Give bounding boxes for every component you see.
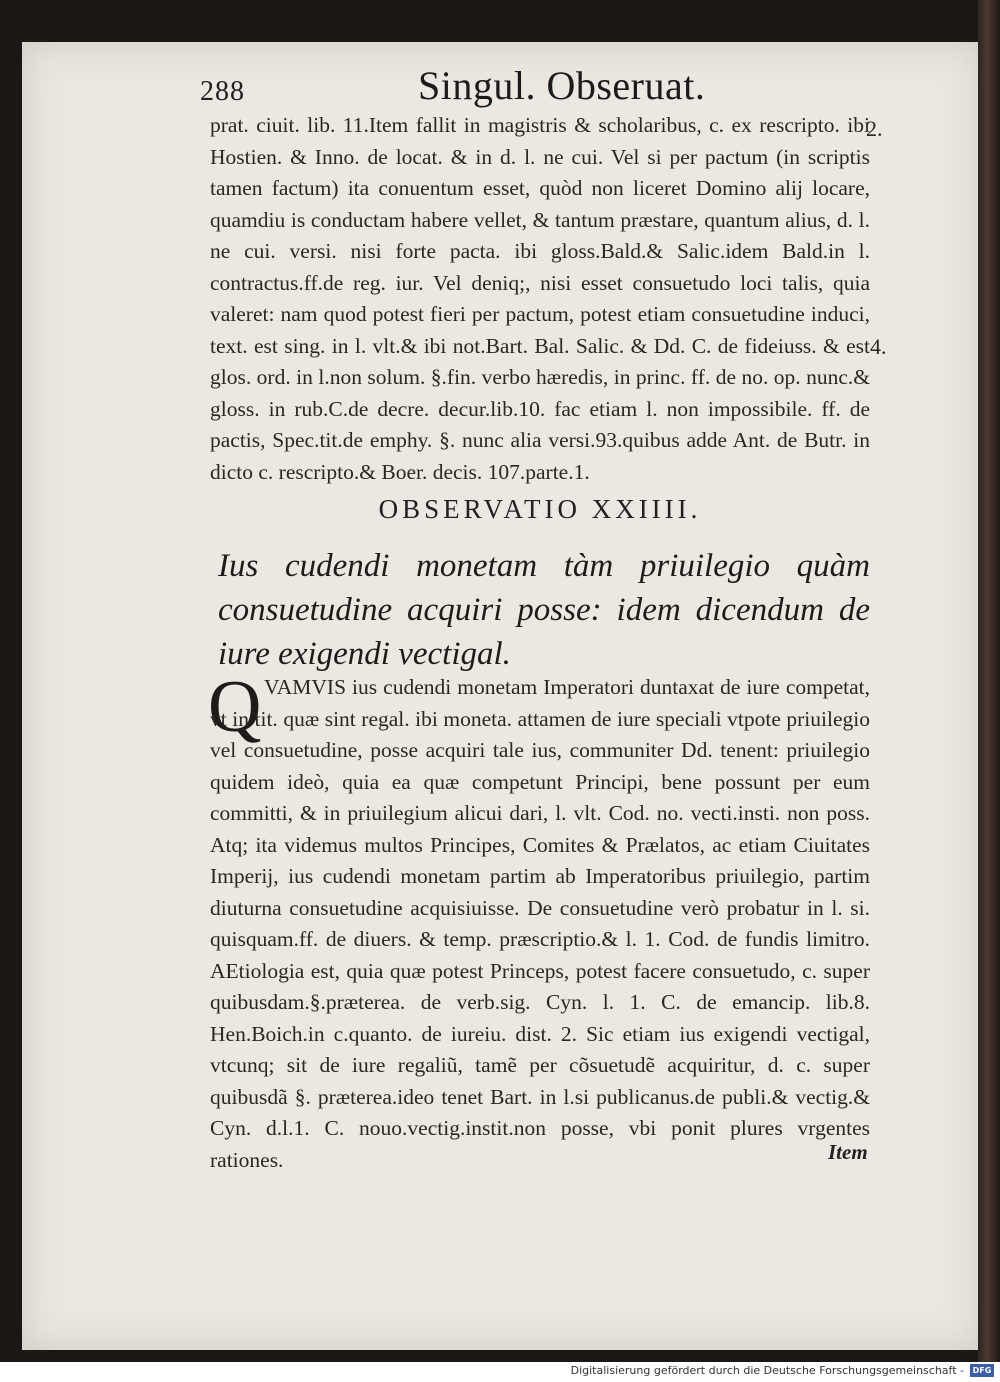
page-number: 288 (200, 76, 245, 107)
running-title: Singul. Obseruat. (418, 63, 706, 108)
paragraph-2-content: VAMVIS ius cudendi monetam Imperatori duntaxat de iure competat, vt in tit. quæ sint regal. ibi moneta. attamen de iure speciali vtpote priuilegio vel consuetudine, posse acquiri tale ius, communiter Dd. tenent: priuilegio quidem ideò, quia ea quæ competunt Principi, bene possunt per eum committi, & in priuilegium alicui dari, l. vlt. Cod. no. vecti.insti. non poss. Atq; ita videmus multos Principes, Comites & Prælatos, ac etiam Ciuitates Imperij, ius cudendi monetam partim ab Imperatoribus priuilegio, partim diuturna consuetudine acquisiuisse. De consuetudine verò probatur in l. si. quisquam.ff. de diuers. & temp. præscriptio.& l. 1. Cod. de fundis limitro. AEtiologia est, quia quæ potest Princeps, potest facere consuetudo, c. super quibusdam.§.præterea. de verb.sig. Cyn. l. 1. C. de emancip. lib.8. Hen.Boich.in c.quanto. de iureiu. dist. 2. Sic etiam ius exigendi vectigal, vtcunq; sit de iure regaliũ, tamẽ per cõsuetudẽ acquiritur, d. c. super quibusdã §. præterea.ideo tenet Bart. in l.si publicanus.de publi.& vectig.& Cyn. d.l.1. C. nouo.vectig.instit.non posse, vbi ponit plures vrgentes rationes. (210, 675, 870, 1172)
page-header (200, 62, 900, 112)
book-edge (978, 0, 1000, 1362)
margin-note-2: 2. (866, 116, 883, 141)
footer-credit: Digitalisierung gefördert durch die Deutsche Forschungsgemeinschaft - (570, 1364, 964, 1377)
margin-note-4: 4. (870, 334, 887, 359)
paragraph-continuation (210, 110, 870, 488)
observation-heading: OBSERVATIO XXIIII. (378, 494, 702, 524)
dfg-logo-icon: DFG (970, 1364, 994, 1377)
drop-cap: Q (208, 666, 262, 748)
observation-summary: Ius cudendi monetam tàm priuilegio quàm consuetudine acquiri posse: idem dicendum de iure exigendi vectigal. (218, 548, 870, 672)
paragraph-2-text (208, 666, 870, 1176)
catch-word: Item (828, 1140, 868, 1164)
paragraph-1-text: prat. ciuit. lib. 11.Item fallit in magistris & scholaribus, c. ex rescripto. ibi Hostien. & Inno. de locat. & in d. l. ne cui. Vel si per pactum (in scriptis tamen factum) ita conuentum esset, quòd non liceret Domino alij locare, quamdiu is conductam habere vellet, & tantum præstare, quantum alius, d. l. ne cui. versi. nisi forte pacta. ibi gloss.Bald.& Salic.idem Bald.in l. contractus.ff.de reg. iur. Vel deniq;, nisi esset consuetudo loci talis, quia valeret: nam quod potest fieri per pactum, potest etiam consuetudine induci, text. est sing. in l. vlt.& ibi not.Bart. Bal. Salic. & Dd. C. de fideiuss. & est glos. ord. in l.non solum. §.fin. verbo hæredis, in princ. ff. de no. op. nunc.& gloss. in rub.C.de decre. decur.lib.10. fac etiam l. non impossibile. ff. de pactis, Spec.tit.de emphy. §. nunc alia versi.93.quibus adde Ant. de Butr. in dicto c. rescripto.& Boer. decis. 107.parte.1. (210, 113, 870, 484)
observation-body (208, 666, 870, 1176)
